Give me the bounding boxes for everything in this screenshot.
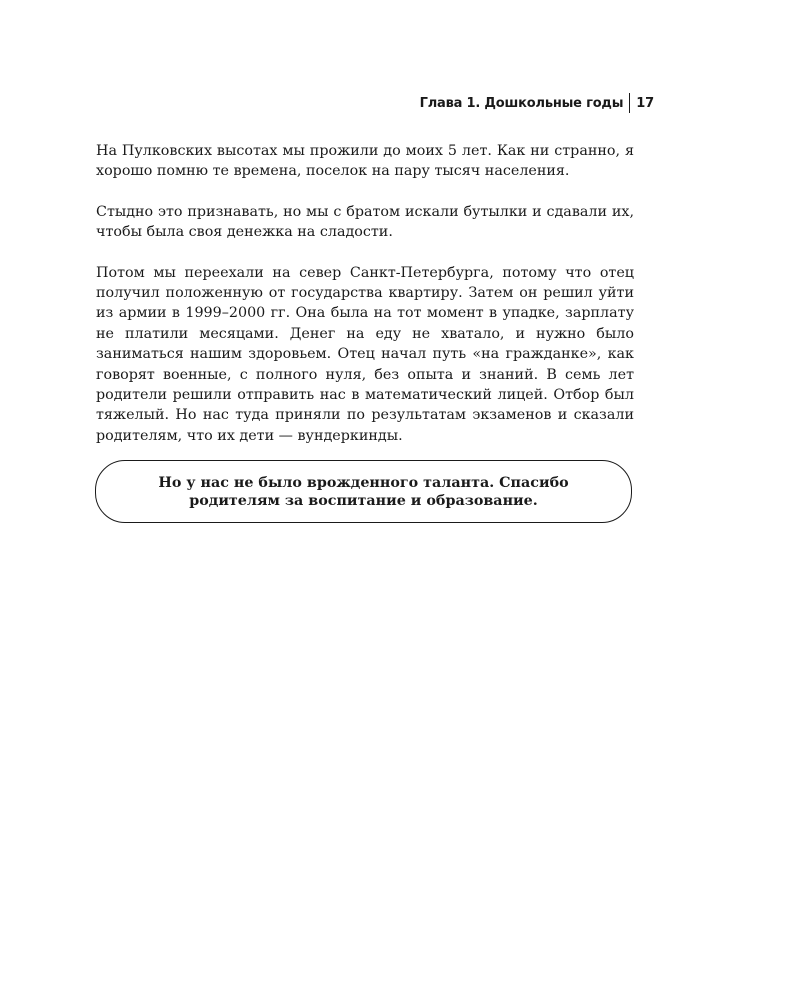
chapter-title: Глава 1. Дошкольные годы bbox=[419, 95, 624, 111]
paragraph: Потом мы переехали на север Санкт-Петербурга, потому что отец получил положенную от государства квартиру. Затем он решил уйти из армии в 1999–2000 гг. Она была на тот момент в упадке, зарплату не платили месяцами. Денег на еду не хватало, и нужно было заниматься нашим здоровьем. Отец начал путь «на гражданке», как говорят военные, с полного нуля, без опыта и знаний. В семь лет родители решили отправить нас в математический лицей. Отбор был тяжелый. Но нас туда приняли по результатам экзаменов и сказали родителям, что их дети — вундеркинды. bbox=[96, 264, 634, 444]
callout-text: Но у нас не было врожденного таланта. Спасибо родителям за воспитание и образование. bbox=[158, 474, 569, 509]
page-number: 17 bbox=[636, 95, 654, 111]
body-text bbox=[96, 141, 634, 446]
paragraph: Стыдно это признавать, но мы с братом искали бутылки и сдавали их, чтобы была своя денежка на сладости. bbox=[96, 203, 634, 241]
paragraph: На Пулковских высотах мы прожили до моих 5 лет. Как ни странно, я хорошо помню те времена, поселок на пару тысяч населения. bbox=[96, 143, 634, 180]
running-header bbox=[420, 92, 654, 114]
callout-box bbox=[95, 460, 632, 523]
